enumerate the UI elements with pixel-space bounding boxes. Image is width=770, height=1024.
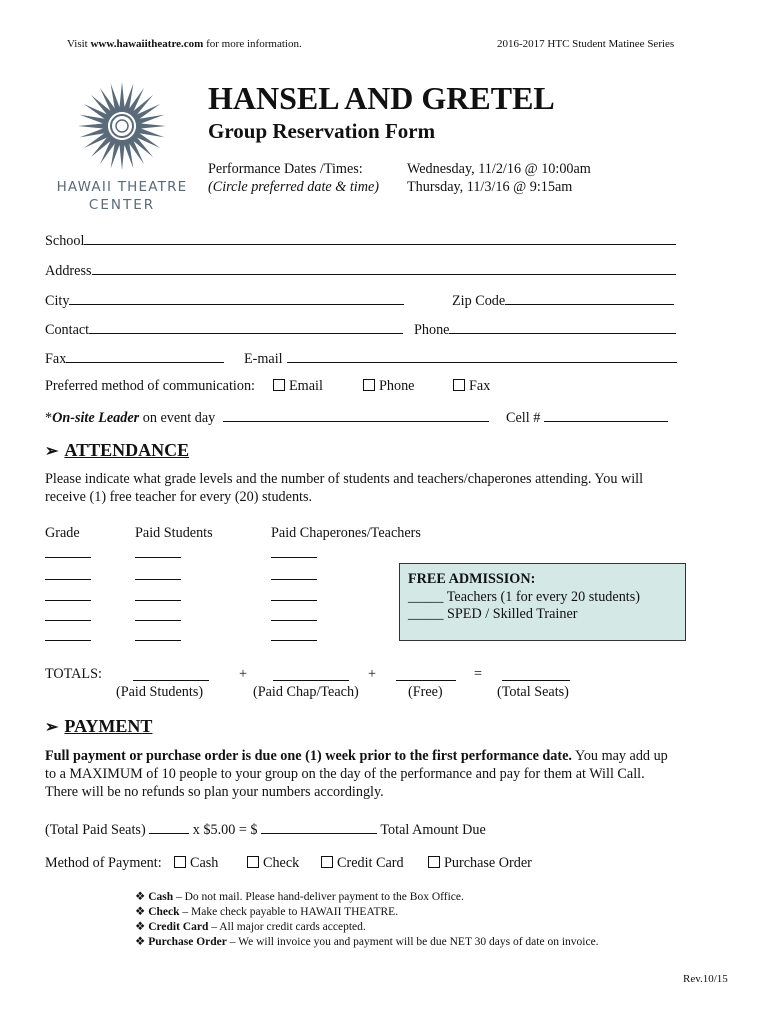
bullet-cash: ❖ Cash – Do not mail. Please hand-deliver payment to the Box Office. [135, 891, 464, 903]
pref-fax-checkbox[interactable] [453, 379, 465, 391]
plus-sign-2: + [368, 666, 377, 682]
payment-desc-3: There will be no refunds so plan your numbers accordingly. [45, 784, 384, 800]
onsite-leader-row: *On-site Leader on event day [45, 407, 489, 427]
logo-text-line2: CENTER [88, 197, 156, 213]
performance-label: Performance Dates /Times: [208, 161, 363, 177]
header-left: Visit www.hawaiitheatre.com for more information. [67, 38, 302, 50]
totals-label: TOTALS: [45, 666, 102, 682]
diamond-bullet-icon: ❖ [135, 891, 149, 903]
total-paid-students-field[interactable] [133, 680, 209, 681]
grade-field-row-5[interactable] [45, 640, 91, 641]
paid-chaperones-field-row-1[interactable] [271, 557, 317, 558]
col-paid-chaperones: Paid Chaperones/Teachers [271, 525, 421, 541]
address-row: Address [45, 260, 676, 280]
grade-field-row-4[interactable] [45, 620, 91, 621]
grade-field-row-1[interactable] [45, 557, 91, 558]
paid-students-field-row-4[interactable] [135, 620, 181, 621]
payment-calc-row: (Total Paid Seats) x $5.00 = $ Total Amount Due [45, 819, 486, 839]
onsite-leader-field[interactable] [223, 407, 489, 422]
logo [52, 78, 192, 213]
attendance-desc-1: Please indicate what grade levels and the number of students and teachers/chaperones attending. You will [45, 471, 644, 487]
school-row: School [45, 230, 676, 250]
total-free-field[interactable] [396, 680, 456, 681]
diamond-bullet-icon: ❖ [135, 906, 149, 918]
bullet-credit-card: ❖ Credit Card – All major credit cards accepted. [135, 921, 366, 933]
arrow-bullet-icon: ➢ [45, 443, 59, 460]
logo-ray [119, 140, 125, 170]
total-caption-total-seats: (Total Seats) [497, 684, 569, 700]
logo-ray [136, 123, 166, 129]
grade-field-row-3[interactable] [45, 600, 91, 601]
paid-chaperones-field-row-4[interactable] [271, 620, 317, 621]
total-paid-seats-field[interactable] [149, 819, 189, 834]
method-purchase-order-checkbox[interactable] [428, 856, 440, 868]
logo-ray [119, 82, 125, 112]
address-field[interactable] [92, 260, 676, 275]
free-sped-line[interactable]: _____ SPED / Skilled Trainer [408, 606, 578, 622]
payment-desc-2: to a MAXIMUM of 10 people to your group on the day of the performance and pay for them at Will Call. [45, 766, 645, 782]
phone-row: Phone [414, 319, 676, 339]
logo-text-line1: HAWAII THEATRE [56, 179, 188, 195]
diamond-bullet-icon: ❖ [135, 921, 149, 933]
logo-ray [78, 123, 108, 129]
paid-chaperones-field-row-3[interactable] [271, 600, 317, 601]
zip-row: Zip Code [452, 290, 674, 310]
revision-note: Rev.10/15 [683, 973, 728, 985]
col-grade: Grade [45, 525, 80, 541]
paid-students-field-row-2[interactable] [135, 579, 181, 580]
city-row: City [45, 290, 404, 310]
arrow-bullet-icon: ➢ [45, 719, 59, 736]
cell-field[interactable] [544, 407, 668, 422]
method-cash-option[interactable]: Cash [174, 855, 218, 872]
col-paid-students: Paid Students [135, 525, 213, 541]
zip-field[interactable] [505, 290, 674, 305]
method-credit-card-checkbox[interactable] [321, 856, 333, 868]
total-seats-field[interactable] [502, 680, 570, 681]
cell-row: Cell # [506, 407, 668, 427]
contact-row: Contact [45, 319, 403, 339]
performance-date-1[interactable]: Wednesday, 11/2/16 @ 10:00am [407, 161, 591, 177]
diamond-bullet-icon: ❖ [135, 936, 149, 948]
method-check-option[interactable]: Check [247, 855, 299, 872]
pref-email-checkbox[interactable] [273, 379, 285, 391]
email-row: E-mail [244, 348, 677, 368]
page-title: HANSEL AND GRETEL [208, 80, 555, 116]
pref-email-option[interactable]: Email [273, 378, 323, 395]
method-check-checkbox[interactable] [247, 856, 259, 868]
method-credit-card-option[interactable]: Credit Card [321, 855, 404, 872]
bullet-purchase-order: ❖ Purchase Order – We will invoice you and payment will be due NET 30 days of date on invoice. [135, 936, 599, 948]
paid-chaperones-field-row-5[interactable] [271, 640, 317, 641]
equals-sign: = [474, 666, 483, 682]
payment-heading: ➢ PAYMENT [45, 716, 153, 736]
total-amount-due-field[interactable] [261, 819, 377, 834]
paid-students-field-row-5[interactable] [135, 640, 181, 641]
grade-field-row-2[interactable] [45, 579, 91, 580]
free-admission-title: FREE ADMISSION: [408, 571, 536, 587]
page-subtitle: Group Reservation Form [208, 119, 436, 143]
phone-field[interactable] [449, 319, 676, 334]
contact-field[interactable] [89, 319, 403, 334]
performance-date-2[interactable]: Thursday, 11/3/16 @ 9:15am [407, 179, 573, 195]
payment-method-label: Method of Payment: [45, 855, 162, 871]
paid-chaperones-field-row-2[interactable] [271, 579, 317, 580]
bullet-check: ❖ Check – Make check payable to HAWAII THEATRE. [135, 906, 399, 918]
total-caption-free: (Free) [408, 684, 443, 700]
header-right: 2016-2017 HTC Student Matinee Series [497, 38, 675, 50]
school-field[interactable] [84, 230, 676, 245]
total-paid-chap-field[interactable] [273, 680, 349, 681]
sunburst-logo-icon [52, 78, 192, 178]
free-admission-box [399, 563, 686, 641]
paid-students-field-row-1[interactable] [135, 557, 181, 558]
method-purchase-order-option[interactable]: Purchase Order [428, 855, 532, 872]
plus-sign-1: + [239, 666, 248, 682]
preferred-communication-row: Preferred method of communication: [45, 378, 255, 394]
method-cash-checkbox[interactable] [174, 856, 186, 868]
paid-students-field-row-3[interactable] [135, 600, 181, 601]
attendance-heading: ➢ ATTENDANCE [45, 440, 190, 460]
fax-row: Fax [45, 348, 224, 368]
pref-phone-option[interactable]: Phone [363, 378, 414, 395]
website-link[interactable]: www.hawaiitheatre.com [90, 38, 204, 50]
email-field[interactable] [287, 348, 677, 363]
free-teachers-line[interactable]: _____ Teachers (1 for every 20 students) [408, 589, 640, 605]
pref-fax-option[interactable]: Fax [453, 378, 490, 395]
city-field[interactable] [69, 290, 404, 305]
performance-note: (Circle preferred date & time) [208, 179, 379, 195]
payment-desc-1: Full payment or purchase order is due one (1) week prior to the first performance date. You may add up [45, 748, 668, 764]
pref-phone-checkbox[interactable] [363, 379, 375, 391]
fax-field[interactable] [66, 348, 224, 363]
total-caption-paid-students: (Paid Students) [116, 684, 204, 700]
total-caption-paid-chap: (Paid Chap/Teach) [253, 684, 359, 700]
attendance-desc-2: receive (1) free teacher for every (20) students. [45, 489, 313, 505]
